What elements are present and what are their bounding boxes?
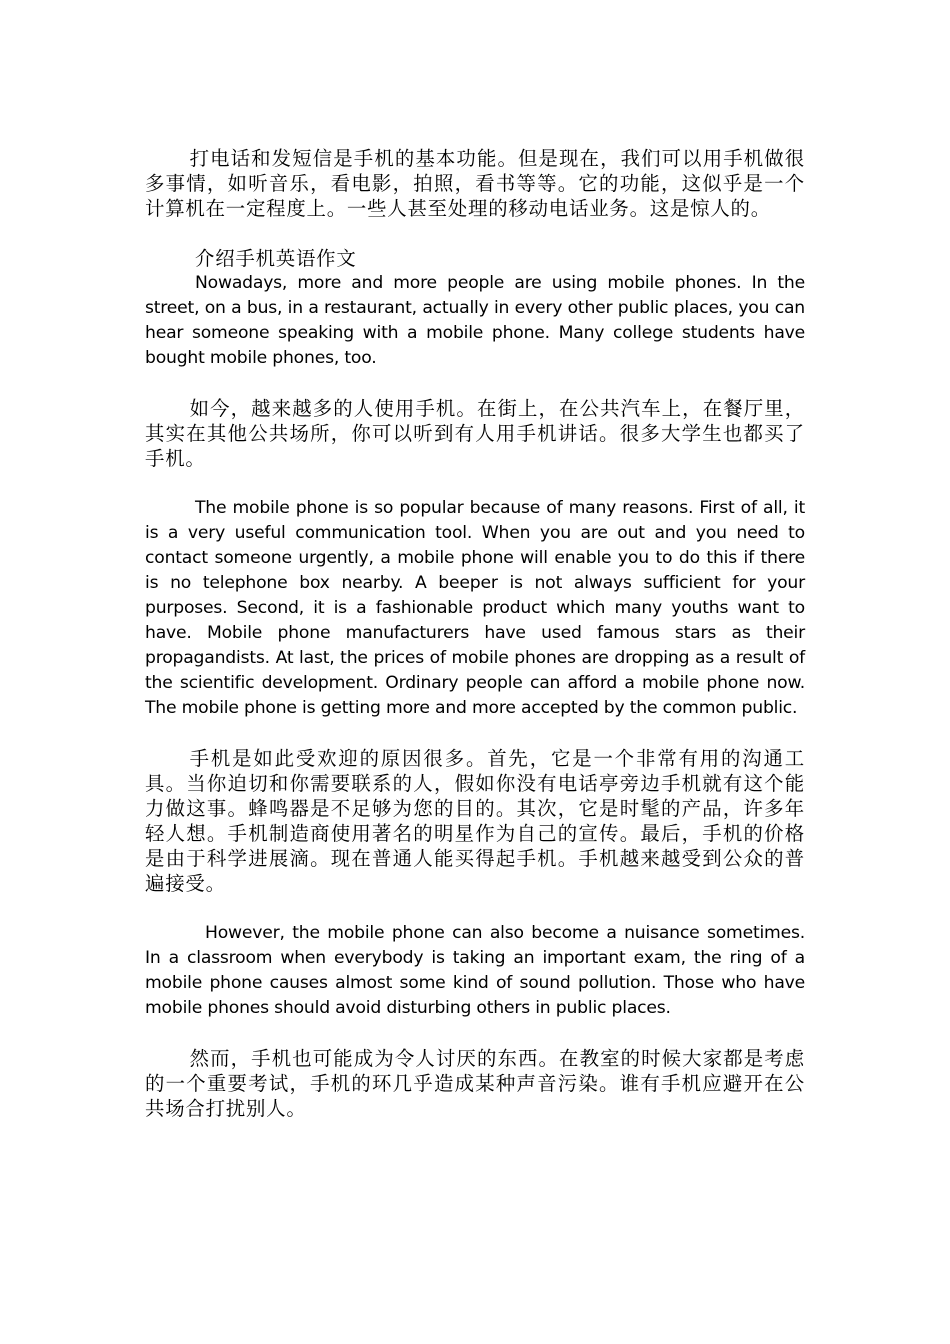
paragraph-1-en: Nowadays, more and more people are using mobile phones. In the street, on a bus, in a restaurant, actually in every other public places, you can hear someone speaking with a mobile phone. Many college students have bought mobile phones, too. <box>145 273 805 368</box>
paragraph-1-zh: 如今，越来越多的人使用手机。在街上，在公共汽车上，在餐厅里，其实在其他公共场所，你可以听到有人用手机讲话。很多大学生也都买了手机。 <box>145 397 805 470</box>
paragraph-2-zh: 手机是如此受欢迎的原因很多。首先，它是一个非常有用的沟通工具。当你迫切和你需要联系的人，假如你没有电话亭旁边手机就有这个能力做这事。蜂鸣器是不足够为您的目的。其次，它是时髦的产品，许多年轻人想。手机制造商使用著名的明星作为自己的宣传。最后，手机的价格是由于科学进展滴。现在普通人能买得起手机。手机越来越受到公众的普遍接受。 <box>145 747 805 895</box>
paragraph-gap <box>145 721 805 746</box>
paragraph-gap <box>145 471 805 496</box>
paragraph-3-en: However, the mobile phone can also become a nuisance sometimes. In a classroom when everybody is taking an important exam, the ring of a mobile phone causes almost some kind of sound pollution. Those who have mobile phones should avoid disturbing others in public places. <box>145 923 805 1018</box>
paragraph-3-zh: 然而，手机也可能成为令人讨厌的东西。在教室的时候大家都是考虑的一个重要考试，手机的环几乎造成某种声音污染。谁有手机应避开在公共场合打扰别人。 <box>145 1047 805 1120</box>
paragraph-intro-zh: 打电话和发短信是手机的基本功能。但是现在，我们可以用手机做很多事情，如听音乐，看电影，拍照，看书等等。它的功能，这似乎是一个计算机在一定程度上。一些人甚至处理的移动电话业务。这是惊人的。 <box>145 147 805 220</box>
paragraph-gap <box>145 896 805 921</box>
paragraph-gap <box>145 1021 805 1046</box>
paragraph-2-en: The mobile phone is so popular because of many reasons. First of all, it is a very useful communication tool. When you are out and you need to contact someone urgently, a mobile phone will enable you to do this if there is no telephone box nearby. A beeper is not always sufficient for your purposes. Second, it is a fashionable product which many youths want to have. Mobile phone manufacturers have used famous stars as their propagandists. At last, the prices of mobile phones are dropping as a result of the scientific development. Ordinary people can afford a mobile phone now. The mobile phone is getting more and more accepted by the common public. <box>145 498 805 718</box>
paragraph-gap <box>145 221 805 246</box>
section-heading: 介绍手机英语作文 <box>195 247 357 270</box>
paragraph-gap <box>145 371 805 396</box>
document-page <box>145 146 805 1121</box>
